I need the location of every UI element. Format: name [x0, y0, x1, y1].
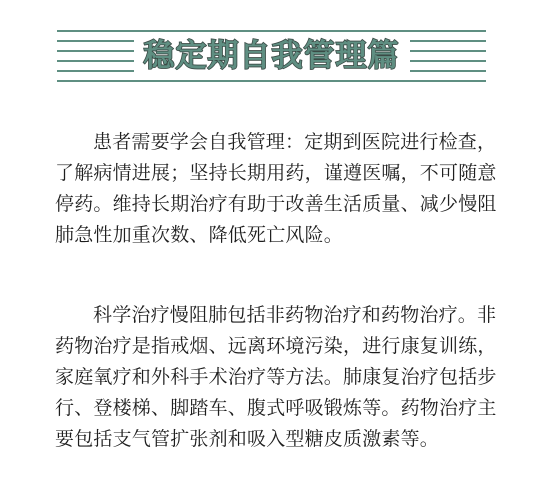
- banner-stripe: [57, 30, 486, 32]
- banner-stripe: [57, 80, 486, 82]
- body-paragraph-treatment: 科学治疗慢阻肺包括非药物治疗和药物治疗。非药物治疗是指戒烟、远离环境污染，进行康复训练，家庭氧疗和外科手术治疗等方法。肺康复治疗包括步行、登楼梯、脚踏车、腹式呼吸锻炼等。药物治疗主要包括支气管扩张剂和吸入型糖皮质激素等。: [55, 304, 497, 450]
- body-paragraph-self-management: 患者需要学会自我管理：定期到医院进行检查，了解病情进展；坚持长期用药，谨遵医嘱，不可随意停药。维持长期治疗有助于改善生活质量、减少慢阻肺急性加重次数、降低死亡风险。: [55, 131, 497, 246]
- section-title: 稳定期自我管理篇: [134, 36, 410, 76]
- section-banner: [57, 30, 486, 84]
